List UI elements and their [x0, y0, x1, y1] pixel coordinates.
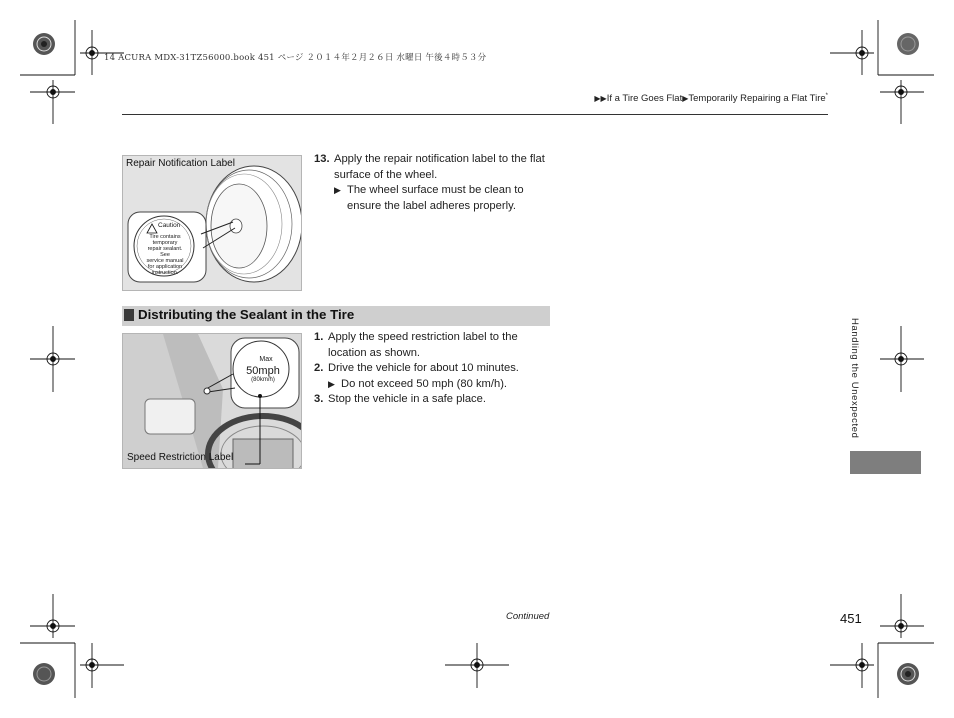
note-arrow-icon: ▶ [334, 185, 341, 195]
breadcrumb [594, 93, 828, 104]
step-number: 1. [314, 331, 324, 343]
step-text: Apply the repair notification label to the flat surface of the wheel. [334, 153, 545, 181]
color-target-icon [897, 33, 919, 55]
option-mark: * [825, 93, 828, 99]
crosshair-icon [80, 643, 124, 688]
sticker-line: See [160, 252, 170, 258]
header-divider [122, 114, 828, 115]
figure-label-repair: Repair Notification Label [126, 158, 235, 169]
crosshair-icon [30, 594, 75, 638]
crosshair-icon [30, 80, 75, 124]
step-number: 3. [314, 393, 324, 405]
sticker-text [139, 234, 191, 276]
step-note: The wheel surface must be clean to ensure the label adheres properly. [347, 184, 524, 212]
color-target-icon [897, 663, 919, 685]
color-target-icon [33, 663, 55, 685]
step-text: Stop the vehicle in a safe place. [328, 393, 486, 405]
sticker-line: repair sealant. [147, 246, 183, 252]
breadcrumb-item-repairing[interactable]: Temporarily Repairing a Flat Tire [688, 93, 826, 105]
chapter-thumb-tab[interactable] [850, 451, 921, 474]
step-number: 2. [314, 362, 324, 374]
sticker-kmh: (80km/h) [251, 377, 275, 383]
print-header: 14 ACURA MDX-31TZ56000.book 451 ページ ２０１４年２月２６日 水曜日 午後４時５３分 [104, 53, 487, 63]
breadcrumb-arrow-icon: ▶▶ [594, 94, 607, 104]
section-title: Distributing the Sealant in the Tire [138, 307, 355, 322]
repair-label-figure [122, 155, 302, 291]
step-text: Drive the vehicle for about 10 minutes. [328, 362, 519, 374]
speed-label-figure [122, 333, 302, 469]
section-bullet-icon [124, 309, 134, 321]
sticker-speed: 50mph [246, 365, 280, 377]
step-2 [314, 361, 546, 377]
crosshair-icon [830, 30, 874, 75]
crosshair-icon [880, 326, 924, 392]
page-number: 451 [840, 611, 862, 626]
crosshair-icon [880, 594, 924, 638]
crosshair-icon [445, 643, 509, 688]
sticker-line: service manual [146, 258, 184, 264]
step-1 [314, 330, 546, 361]
steps-list [314, 330, 546, 408]
sticker-line: instruction. [151, 270, 179, 276]
color-target-icon [33, 33, 55, 55]
step-note: Do not exceed 50 mph (80 km/h). [341, 377, 508, 390]
figure-label-speed: Speed Restriction Label [127, 452, 234, 463]
crosshair-icon [830, 643, 874, 688]
step-text: Apply the speed restriction label to the location as shown. [328, 331, 518, 359]
step-13 [314, 152, 546, 214]
step-number: 13. [314, 153, 330, 165]
step-3 [314, 392, 546, 408]
sticker-line: for application [147, 264, 183, 270]
crosshair-icon [880, 80, 924, 124]
chapter-side-label-text: Handling the Unexpected [849, 318, 860, 439]
sticker-max: Max [259, 356, 273, 363]
sticker-caution: Caution [158, 222, 181, 229]
breadcrumb-arrow-icon: ▶ [682, 94, 689, 104]
dashboard-illustration [123, 334, 301, 468]
note-arrow-icon: ▶ [328, 378, 335, 389]
crosshair-icon [30, 326, 75, 392]
step-2-note [328, 377, 546, 393]
chapter-side-label [848, 318, 862, 448]
sticker-line: Tire contains temporary [149, 234, 181, 246]
breadcrumb-item-flat-tire[interactable]: If a Tire Goes Flat [606, 93, 683, 105]
continued-label: Continued [506, 611, 550, 622]
